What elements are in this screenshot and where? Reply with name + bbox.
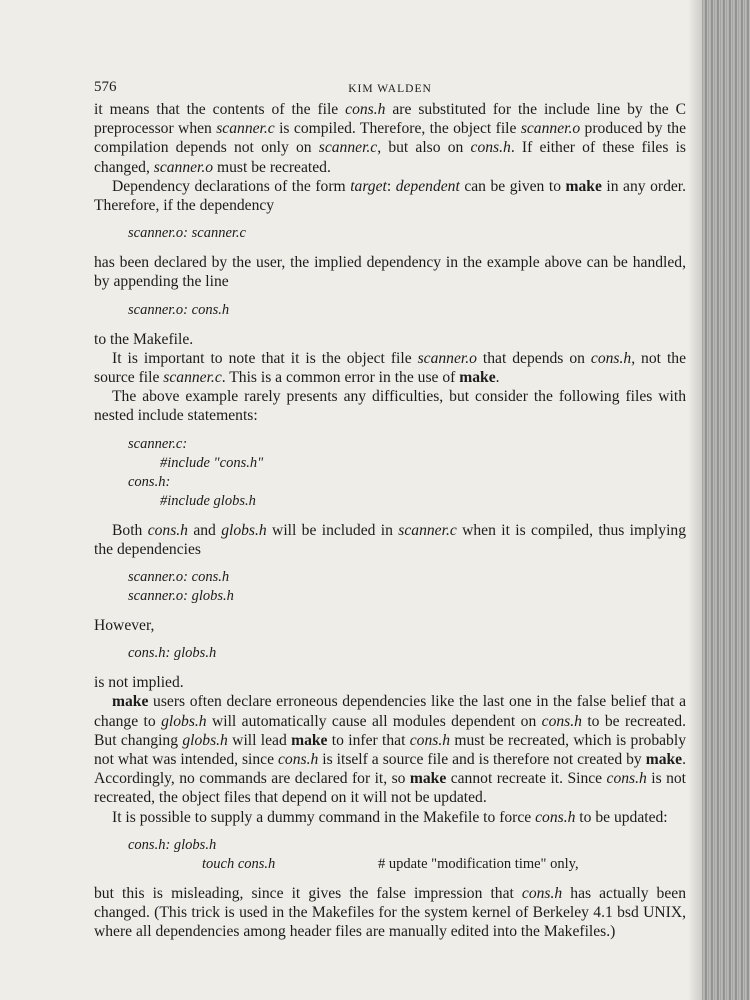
paragraph-12: but this is misleading, since it gives the false impression that cons.h has actually been changed. (This trick is used in the Makefiles for the system kernel of Berkeley 4.1 bsd UNIX, where all dependencies among header files are manually edited into the Makefiles.) (94, 884, 686, 941)
code-block-3 (128, 435, 686, 511)
paragraph-1: it means that the contents of the file cons.h are substituted for the include line by the C preprocessor when scanner.c is compiled. Therefore, the object file scanner.o produced by the compilation depends not only on scanner.c, but also on cons.h. If either of these files is changed, scanner.o must be recreated. (94, 101, 687, 176)
code-line: scanner.o: cons.h (128, 569, 230, 586)
paragraph-3: has been declared by the user, the implied dependency in the example above can be handled, by appending the line (94, 254, 686, 291)
code-block-6 (128, 836, 686, 874)
running-head-author: KIM WALDEN (348, 83, 432, 95)
code-block-2 (128, 301, 686, 320)
paragraph-5: It is important to note that it is the object file scanner.o that depends on cons.h, not the source file scanner.c. This is a common error in the use of make. (94, 349, 687, 387)
code-line: scanner.o: cons.h (128, 301, 230, 318)
code-block-1 (128, 224, 686, 243)
code-line: cons.h: (128, 473, 171, 490)
code-line: scanner.o: globs.h (128, 588, 234, 605)
paragraph-11: It is possible to supply a dummy command in the Makefile to force cons.h to be updated: (112, 808, 668, 826)
page-binding-shadow (688, 0, 702, 1000)
paragraph-8: However, (94, 617, 155, 635)
code-block-4 (128, 568, 686, 606)
paragraph-10: make users often declare erroneous dependencies like the last one in the false belief that a change to globs.h will automatically cause all modules dependent on cons.h to be recreated. But changing globs.h will lead make to infer that cons.h must be recreated, which is probably not what was intended, since cons.h is itself a source file and is therefore not created by make. Accordingly, no commands are declared for it, so make cannot recreate it. Since cons.h is not recreated, the object files that depend on it will not be updated. (94, 693, 687, 807)
code-line: #include "cons.h" (160, 454, 264, 471)
paragraph-4: to the Makefile. (94, 330, 194, 348)
code-line: cons.h: globs.h (128, 836, 217, 853)
code-block-5 (128, 644, 686, 663)
running-head (94, 78, 686, 100)
page-number: 576 (94, 79, 117, 95)
paragraph-9: is not implied. (94, 674, 184, 692)
paragraph-2: Dependency declarations of the form target: dependent can be given to make in any order. Therefore, if the dependency (94, 177, 687, 215)
paragraph-7: Both cons.h and globs.h will be included in scanner.c when it is compiled, thus implying the dependencies (94, 521, 686, 558)
book-page (94, 78, 686, 941)
code-line: scanner.o: scanner.c (128, 225, 246, 242)
code-line: cons.h: globs.h (128, 645, 217, 662)
code-comment: # update "modification time" only, (378, 855, 579, 872)
code-line: scanner.c: (128, 435, 188, 452)
paragraph-6: The above example rarely presents any difficulties, but consider the following files with nested include statements: (94, 388, 686, 425)
code-command: touch cons.h (202, 855, 276, 872)
scanned-page-edge (702, 0, 750, 1000)
code-line: #include globs.h (160, 492, 256, 509)
code-line-with-comment (128, 855, 686, 874)
